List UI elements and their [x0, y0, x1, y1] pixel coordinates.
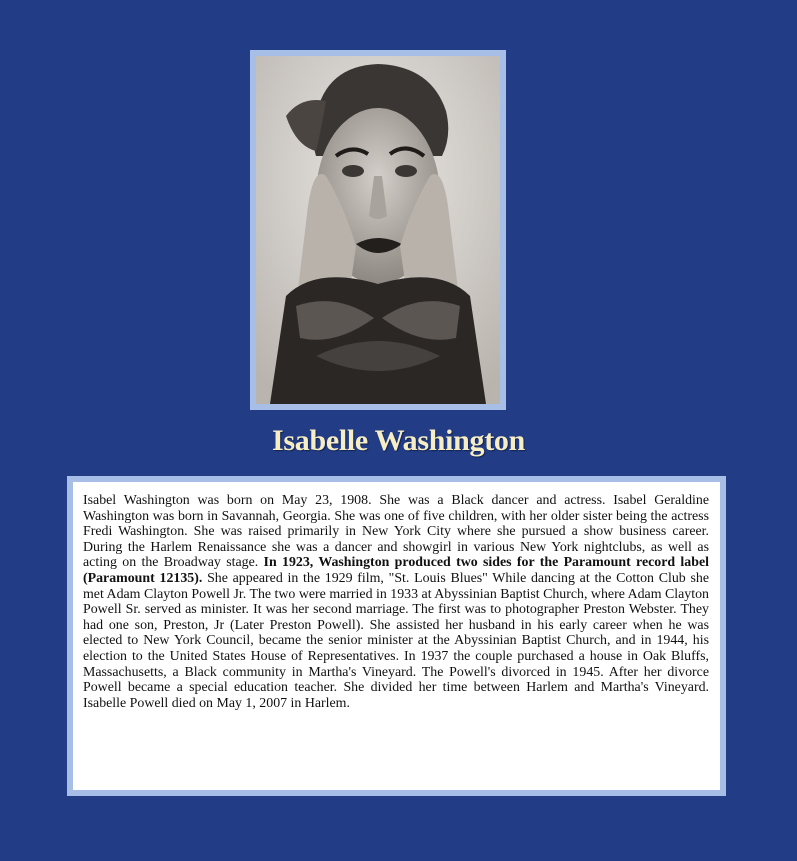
portrait-photo-icon — [256, 56, 500, 404]
biography-highlight: In 1923, Washington produced two sides for the Paramount record label (Paramount 12135). — [83, 555, 709, 586]
page-title: Isabelle Washington — [272, 424, 525, 457]
biography-continuation: She appeared in the 1929 film, "St. Louis Blues" While dancing at the Cotton Club she met Adam Clayton Powell Jr. The two were married in 1933 at Abyssinian Baptist Church, where Adam Clayton Powell Sr. served as minister. It was her second marriage. The first was to photographer Preston Webster. They had one son, Preston, Jr (Later Preston Powell). She assisted her husband in his early career when he was elected to New York Council, became the senior minister at the Abyssinian Baptist Church, and in 1944, his election to the United States House of Representatives. In 1937 the couple purchased a house in Oak Bluffs, Massachusetts, a Black community in Martha's Vineyard. The Powell's divorced in 1945. After her divorce Powell became a special education teacher. She divided her time between Harlem and Martha's Vineyard. Isabelle Powell died on May 1, 2007 in Harlem. — [83, 570, 709, 711]
portrait-frame — [250, 50, 506, 410]
biography-intro: Isabel Washington was born on May 23, 1908. She was a Black dancer and actress. Isabel Geraldine Washington was born in Savannah, Georgia. She was one of five children, with her older sister being the actress Fredi Washington. She was raised primarily in New York City where she pursued a show business career. During the Harlem Renaissance she was a dancer and showgirl in various New York nightclubs, as well as acting on the Broadway stage. — [83, 493, 709, 571]
biography-panel — [67, 476, 726, 796]
biography-text — [83, 493, 709, 711]
